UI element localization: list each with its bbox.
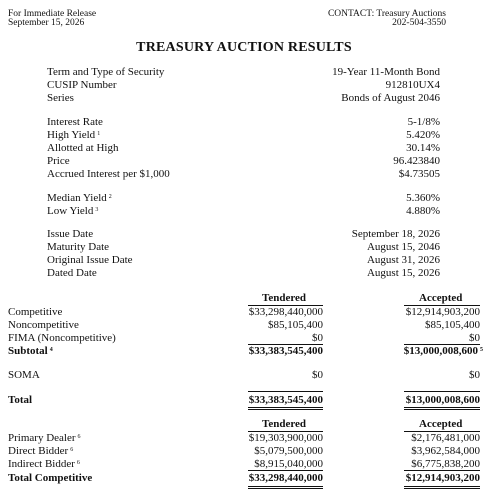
pricing-label: Allotted at High [47, 142, 119, 154]
footnote-marker: 3 [95, 207, 99, 213]
soma-label: SOMA [8, 369, 40, 381]
tendered-value: $85,105,400 [268, 319, 323, 331]
total-competitive-accepted: $12,914,903,200 [405, 472, 480, 484]
pricing-label: High Yield [47, 129, 96, 141]
footnote-marker: 6 [76, 460, 80, 466]
total-competitive-label: Total Competitive [8, 472, 93, 484]
date-value: September 18, 2026 [351, 228, 440, 240]
accepted-value: $85,105,400 [425, 319, 480, 331]
total-rule [248, 470, 323, 471]
pricing-value: 5.420% [406, 129, 440, 141]
accepted-value: $2,176,481,000 [411, 432, 480, 444]
footnote-marker: 6 [70, 447, 74, 453]
security-label: Term and Type of Security [47, 66, 165, 78]
pricing-label: Price [47, 155, 70, 167]
tendered-value: $5,079,500,000 [254, 445, 323, 457]
accepted-value: $3,962,584,000 [411, 445, 480, 457]
bidder-label-row [8, 445, 73, 458]
subtotal-label: Subtotal [8, 345, 48, 357]
total-competitive-tendered: $33,298,440,000 [248, 472, 323, 484]
contact-label: CONTACT: Treasury Auctions [327, 9, 446, 19]
footnote-marker: 5 [480, 347, 483, 353]
accepted-value: $6,775,838,200 [411, 458, 480, 470]
footnote-marker: 2 [108, 194, 112, 200]
footnote-marker: 6 [77, 434, 81, 440]
release-date: September 15, 2026 [8, 18, 85, 28]
security-label: CUSIP Number [47, 79, 117, 91]
subtotal-label-row [8, 345, 53, 358]
soma-accepted: $0 [469, 369, 480, 381]
total-label: Total [8, 394, 33, 406]
security-value: 19-Year 11-Month Bond [332, 66, 440, 78]
tendered-value: $33,298,440,000 [248, 306, 323, 318]
date-value: August 31, 2026 [366, 254, 440, 266]
total-accepted: $13,000,008,600 [405, 394, 480, 406]
subtotal-accepted: $13,000,008,600 [403, 345, 478, 357]
pricing-label: Accrued Interest per $1,000 [47, 168, 170, 180]
accepted-value: $0 [469, 332, 480, 344]
date-label: Original Issue Date [47, 254, 133, 266]
row-label: FIMA (Noncompetitive) [8, 332, 116, 344]
column-header-accepted: Accepted [419, 292, 463, 304]
soma-tendered: $0 [312, 369, 323, 381]
date-label: Dated Date [47, 267, 97, 279]
pricing-label: Interest Rate [47, 116, 103, 128]
total-rule [404, 391, 480, 392]
yield-value: 5.360% [406, 192, 440, 204]
pricing-value: 96.423840 [393, 155, 440, 167]
date-value: August 15, 2046 [366, 241, 440, 253]
total-rule [404, 470, 480, 471]
yield-label: Median Yield [47, 192, 107, 204]
row-label: Competitive [8, 306, 63, 318]
tendered-value: $0 [312, 332, 323, 344]
security-value: Bonds of August 2046 [341, 92, 440, 104]
date-label: Issue Date [47, 228, 94, 240]
column-header-accepted: Accepted [419, 418, 463, 430]
security-value: 912810UX4 [385, 79, 440, 91]
column-header-tendered: Tendered [262, 418, 307, 430]
pricing-label-row [47, 129, 100, 142]
yield-label: Low Yield [47, 205, 94, 217]
row-label: Noncompetitive [8, 319, 79, 331]
total-double-rule [404, 407, 480, 410]
footnote-marker: 4 [49, 347, 53, 353]
security-label: Series [47, 92, 74, 104]
subtotal-accepted-row [404, 345, 483, 358]
date-value: August 15, 2026 [366, 267, 440, 279]
tendered-value: $19,303,900,000 [248, 432, 323, 444]
bidder-label: Primary Dealer [8, 432, 76, 444]
tendered-value: $8,915,040,000 [254, 458, 323, 470]
yield-label-row [47, 205, 98, 218]
column-header-tendered: Tendered [262, 292, 307, 304]
yield-label-row [47, 192, 112, 205]
pricing-value: 30.14% [406, 142, 440, 154]
pricing-value: $4.73505 [398, 168, 440, 180]
total-double-rule [248, 407, 323, 410]
total-rule [248, 391, 323, 392]
footnote-marker: 1 [97, 131, 101, 137]
total-double-rule [404, 486, 480, 489]
bidder-label: Indirect Bidder [8, 458, 75, 470]
page-title: TREASURY AUCTION RESULTS [136, 40, 352, 55]
yield-value: 4.880% [406, 205, 440, 217]
accepted-value: $12,914,903,200 [405, 306, 480, 318]
bidder-label: Direct Bidder [8, 445, 69, 457]
total-double-rule [248, 486, 323, 489]
release-note: For Immediate Release [8, 9, 97, 19]
total-tendered: $33,383,545,400 [248, 394, 323, 406]
bidder-label-row [8, 432, 81, 445]
date-label: Maturity Date [47, 241, 110, 253]
bidder-label-row [8, 458, 80, 471]
contact-phone: 202-504-3550 [392, 18, 446, 28]
pricing-value: 5-1/8% [407, 116, 440, 128]
subtotal-tendered: $33,383,545,400 [248, 345, 323, 357]
